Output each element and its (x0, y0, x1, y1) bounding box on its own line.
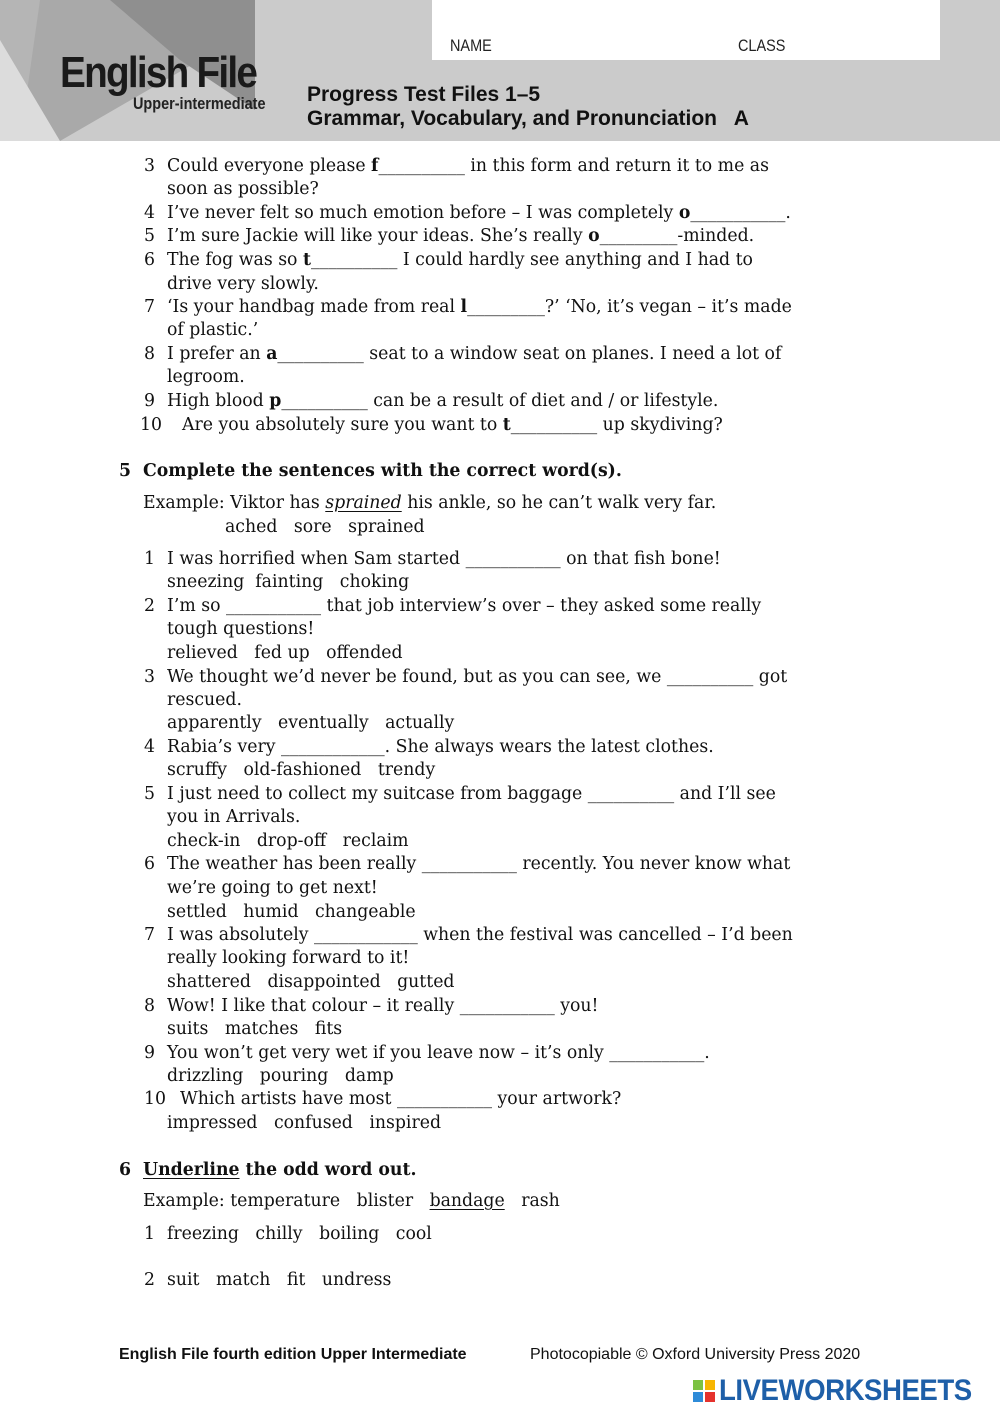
item-line: The fog was so t__________ I could hardly see anything and I had to (167, 250, 753, 270)
item-number: 8 (144, 344, 155, 364)
class-label: CLASS (738, 36, 786, 55)
item-line: soon as possible? (167, 179, 319, 199)
item-number: 10 (144, 1089, 166, 1109)
hint-letter: a (266, 344, 278, 364)
item-line: legroom. (167, 367, 245, 387)
liveworksheets-icon (692, 1379, 716, 1403)
item-line: Could everyone please f__________ in this form and return it to me as (167, 156, 769, 176)
answer-options: impressed confused inspired (167, 1113, 442, 1133)
hint-letter: o (678, 203, 691, 223)
item-line: of plastic.’ (167, 320, 259, 340)
item-line: rescued. (167, 690, 242, 710)
item-number: 1 (144, 1224, 155, 1244)
item-line: drive very slowly. (167, 274, 319, 294)
item-number: 3 (144, 667, 155, 687)
item-line: I’ve never felt so much emotion before – I was completely o___________. (167, 203, 791, 223)
item-line: Wow! I like that colour – it really ___________ you! (167, 996, 599, 1016)
item-line: we’re going to get next! (167, 878, 378, 898)
section5-example: Example: Viktor has sprained his ankle, so he can’t walk very far. (143, 493, 717, 513)
word-option[interactable]: chilly (255, 1224, 303, 1244)
test-title: Progress Test Files 1–5 (307, 83, 541, 106)
logo-subtitle: Upper-intermediate (133, 94, 266, 113)
hint-letter: t (302, 250, 311, 270)
item-number: 1 (144, 549, 155, 569)
section5-number: 5 (119, 461, 132, 481)
hint-letter: p (269, 391, 282, 411)
item-line: You won’t get very wet if you leave now – it’s only ___________. (167, 1043, 710, 1063)
item-number: 3 (144, 156, 155, 176)
section6-number: 6 (119, 1160, 132, 1180)
answer-options: drizzling pouring damp (167, 1066, 394, 1086)
answer-options: shattered disappointed gutted (167, 972, 455, 992)
hint-letter: t (502, 415, 511, 435)
hint-letter: f (371, 156, 379, 176)
answer-options: settled humid changeable (167, 902, 416, 922)
word-option[interactable]: boiling (319, 1224, 380, 1244)
item-number: 2 (144, 596, 155, 616)
item-line: I was absolutely ____________ when the festival was cancelled – I’d been (167, 925, 793, 945)
item-number: 5 (144, 784, 155, 804)
item-number: 10 (140, 415, 162, 435)
example-answer: sprained (325, 493, 402, 513)
item-line: tough questions! (167, 619, 315, 639)
item-line: We thought we’d never be found, but as you can see, we __________ got (167, 667, 788, 687)
answer-options: sneezing fainting choking (167, 572, 410, 592)
item-number: 5 (144, 226, 155, 246)
item-line: I’m sure Jackie will like your ideas. She’s really o_________-minded. (167, 226, 755, 246)
section5-heading: Complete the sentences with the correct word(s). (143, 461, 622, 481)
item-number: 9 (144, 1043, 155, 1063)
liveworksheets-logo: LIVEWORKSHEETS (692, 1374, 994, 1408)
odd-word-line (167, 1223, 432, 1245)
item-line: Rabia’s very ____________. She always wears the latest clothes. (167, 737, 714, 757)
section5-example-options: ached sore sprained (225, 517, 425, 537)
footer-edition: English File fourth edition Upper Intermediate (119, 1346, 467, 1363)
word-option[interactable]: fit (286, 1270, 306, 1290)
item-line: I prefer an a__________ seat to a window seat on planes. I need a lot of (167, 344, 782, 364)
item-line: Are you absolutely sure you want to t__________ up skydiving? (182, 415, 723, 435)
footer-copyright: Photocopiable © Oxford University Press 2020 (530, 1346, 861, 1363)
item-line: really looking forward to it! (167, 948, 410, 968)
item-line: I was horrified when Sam started ___________ on that fish bone! (167, 549, 721, 569)
word-option[interactable]: undress (321, 1270, 392, 1290)
hint-letter: l (460, 297, 468, 317)
test-subtitle: Grammar, Vocabulary, and Pronunciation A (307, 107, 749, 130)
item-number: 7 (144, 925, 155, 945)
item-line: I’m so ___________ that job interview’s over – they asked some really (167, 596, 762, 616)
word-option[interactable]: bandage (429, 1191, 505, 1211)
item-line: ‘Is your handbag made from real l_________?’ ‘No, it’s vegan – it’s made (167, 297, 792, 317)
item-line: Which artists have most ___________ your artwork? (180, 1089, 622, 1109)
section6-example: Example: temperature blister bandage rash (143, 1191, 560, 1211)
name-class-box (432, 0, 940, 60)
item-line: you in Arrivals. (167, 807, 301, 827)
word-option[interactable]: rash (521, 1191, 560, 1211)
item-number: 6 (144, 250, 155, 270)
item-number: 2 (144, 1270, 155, 1290)
item-line: I just need to collect my suitcase from baggage __________ and I’ll see (167, 784, 776, 804)
logo-title: English File (60, 48, 257, 97)
item-line: The weather has been really ___________ recently. You never know what (167, 854, 791, 874)
word-option[interactable]: cool (395, 1224, 432, 1244)
answer-options: suits matches fits (167, 1019, 343, 1039)
hint-letter: o (588, 226, 600, 246)
item-number: 9 (144, 391, 155, 411)
answer-options: relieved fed up offended (167, 643, 403, 663)
answer-options: scruffy old-fashioned trendy (167, 760, 436, 780)
item-line: High blood p__________ can be a result of diet and / or lifestyle. (167, 391, 719, 411)
section6-heading: Underline the odd word out. (143, 1160, 417, 1180)
item-number: 4 (144, 737, 155, 757)
name-label: NAME (450, 36, 492, 55)
word-option[interactable]: match (215, 1270, 271, 1290)
word-option[interactable]: freezing (167, 1224, 239, 1244)
item-number: 7 (144, 297, 155, 317)
item-number: 8 (144, 996, 155, 1016)
word-option[interactable]: suit (167, 1270, 200, 1290)
word-option[interactable]: blister (356, 1191, 414, 1211)
answer-options: apparently eventually actually (167, 713, 455, 733)
odd-word-line (167, 1269, 391, 1291)
item-number: 4 (144, 203, 155, 223)
header (0, 0, 1000, 141)
item-number: 6 (144, 854, 155, 874)
answer-options: check-in drop-off reclaim (167, 831, 409, 851)
word-option[interactable]: temperature (230, 1191, 341, 1211)
